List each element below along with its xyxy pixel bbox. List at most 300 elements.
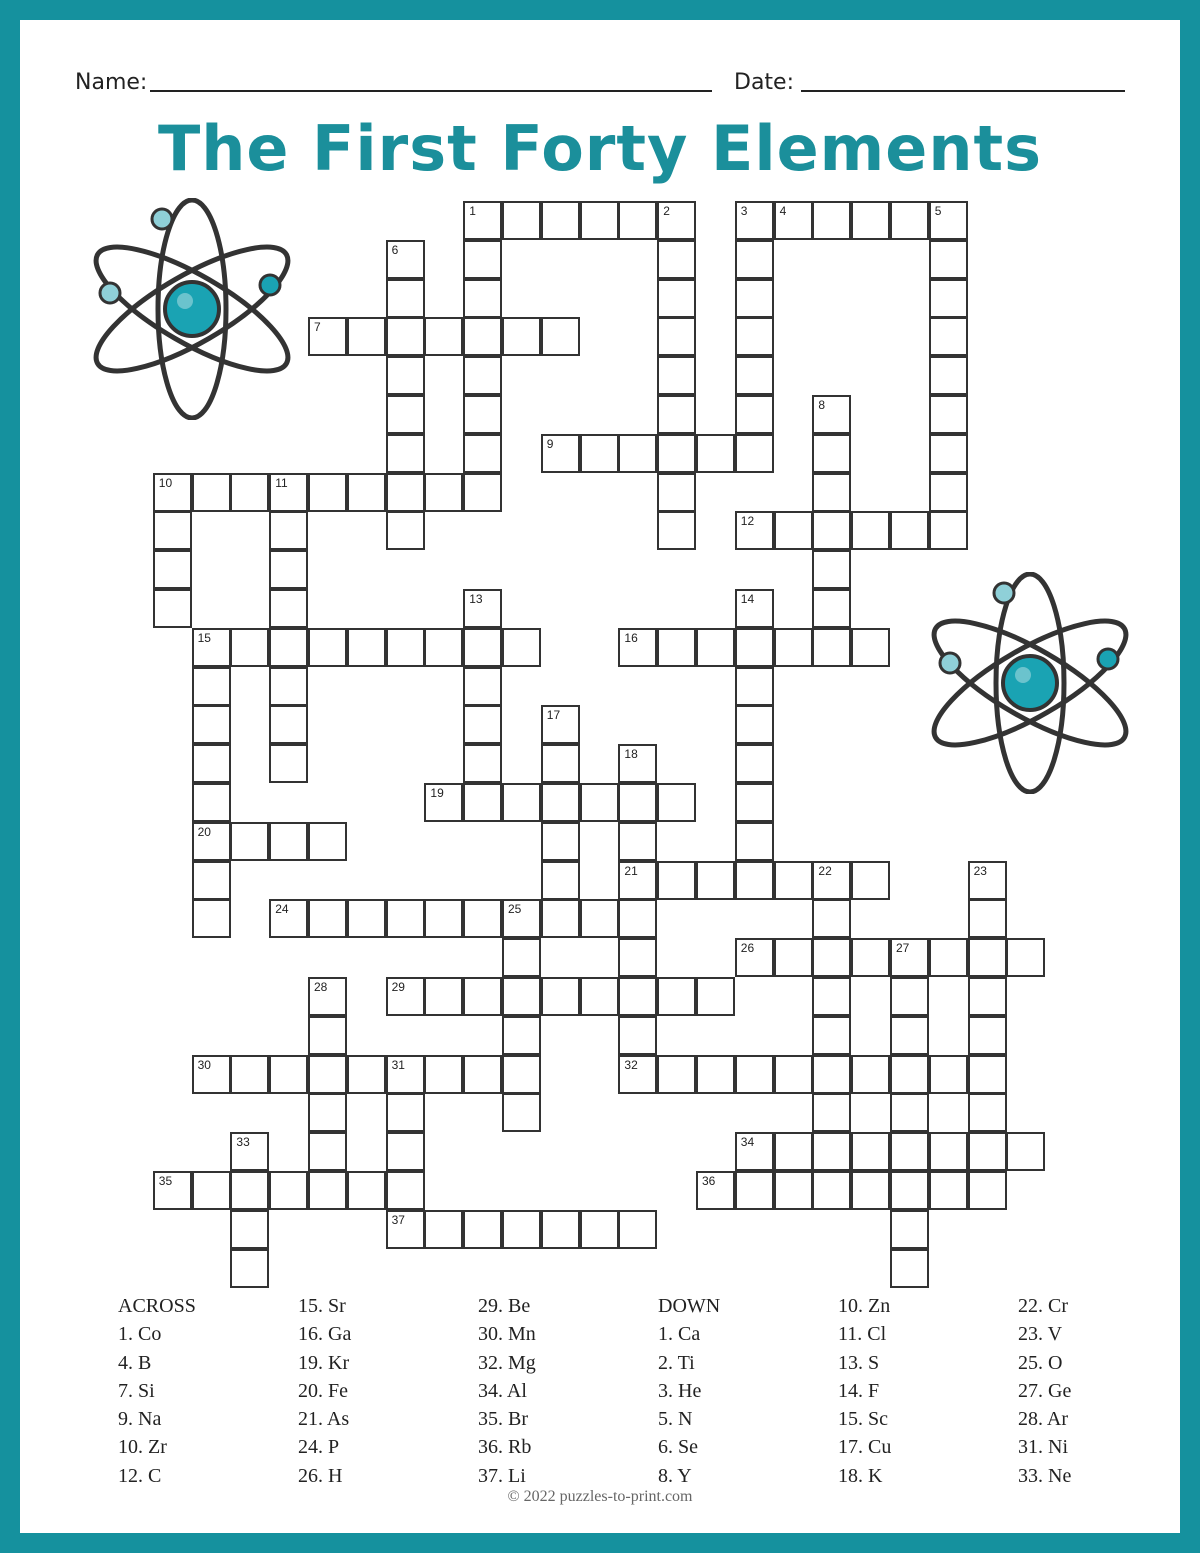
clue-number: 26 bbox=[740, 941, 755, 956]
crossword-cell[interactable] bbox=[735, 861, 774, 900]
crossword-cell[interactable] bbox=[386, 899, 425, 938]
crossword-cell[interactable] bbox=[618, 861, 657, 900]
clue-item: 3. He bbox=[658, 1379, 702, 1402]
crossword-cell[interactable] bbox=[812, 1016, 851, 1055]
crossword-cell[interactable] bbox=[851, 201, 890, 240]
crossword-cell[interactable] bbox=[735, 356, 774, 395]
worksheet-page bbox=[20, 20, 1180, 1533]
clue-item: 23. V bbox=[1018, 1323, 1063, 1346]
clue-number: 9 bbox=[546, 436, 554, 451]
crossword-cell[interactable] bbox=[424, 783, 463, 822]
crossword-cell[interactable] bbox=[657, 783, 696, 822]
crossword-cell[interactable] bbox=[386, 511, 425, 550]
crossword-cell[interactable] bbox=[812, 511, 851, 550]
crossword-cell[interactable] bbox=[347, 473, 386, 512]
crossword-cell[interactable] bbox=[657, 317, 696, 356]
crossword-cell[interactable] bbox=[386, 434, 425, 473]
crossword-cell[interactable] bbox=[230, 473, 269, 512]
crossword-cell[interactable] bbox=[812, 1132, 851, 1171]
date-line[interactable] bbox=[801, 90, 1125, 92]
crossword-cell[interactable] bbox=[774, 1132, 813, 1171]
crossword-cell[interactable] bbox=[657, 861, 696, 900]
crossword-cell[interactable] bbox=[812, 1093, 851, 1132]
clue-number: 12 bbox=[740, 514, 755, 529]
crossword-cell[interactable] bbox=[463, 705, 502, 744]
crossword-cell[interactable] bbox=[541, 1210, 580, 1249]
crossword-cell[interactable] bbox=[696, 861, 735, 900]
crossword-cell[interactable] bbox=[502, 201, 541, 240]
crossword-cell[interactable] bbox=[386, 1132, 425, 1171]
crossword-cell[interactable] bbox=[696, 628, 735, 667]
crossword-cell[interactable] bbox=[463, 240, 502, 279]
crossword-cell[interactable] bbox=[580, 977, 619, 1016]
crossword-cell[interactable] bbox=[968, 938, 1007, 977]
crossword-cell[interactable] bbox=[580, 434, 619, 473]
crossword-cell[interactable] bbox=[463, 744, 502, 783]
clue-item: 34. Al bbox=[478, 1379, 527, 1402]
crossword-cell[interactable] bbox=[929, 395, 968, 434]
clue-item: 37. Li bbox=[478, 1464, 526, 1487]
crossword-cell[interactable] bbox=[812, 589, 851, 628]
crossword-cell[interactable] bbox=[192, 705, 231, 744]
clue-item: 25. O bbox=[1018, 1351, 1063, 1374]
crossword-cell[interactable] bbox=[269, 822, 308, 861]
crossword-cell[interactable] bbox=[735, 744, 774, 783]
crossword-cell[interactable] bbox=[618, 822, 657, 861]
crossword-cell[interactable] bbox=[929, 240, 968, 279]
crossword-cell[interactable] bbox=[386, 395, 425, 434]
crossword-cell[interactable] bbox=[463, 1210, 502, 1249]
clue-number: 33 bbox=[236, 1135, 250, 1150]
crossword-cell[interactable] bbox=[308, 473, 347, 512]
crossword-cell[interactable] bbox=[851, 861, 890, 900]
crossword-cell[interactable] bbox=[851, 1171, 890, 1210]
crossword-cell[interactable] bbox=[812, 938, 851, 977]
crossword-cell[interactable] bbox=[929, 1132, 968, 1171]
crossword-cell[interactable] bbox=[774, 861, 813, 900]
crossword-cell[interactable] bbox=[541, 861, 580, 900]
crossword-cell[interactable] bbox=[230, 1171, 269, 1210]
crossword-cell[interactable] bbox=[230, 822, 269, 861]
crossword-cell[interactable] bbox=[153, 589, 192, 628]
crossword-cell[interactable] bbox=[386, 473, 425, 512]
crossword-cell[interactable] bbox=[657, 395, 696, 434]
crossword-cell[interactable] bbox=[735, 628, 774, 667]
crossword-cell[interactable] bbox=[230, 628, 269, 667]
crossword-cell[interactable] bbox=[735, 667, 774, 706]
crossword-cell[interactable] bbox=[463, 395, 502, 434]
crossword-cell[interactable] bbox=[696, 1055, 735, 1094]
crossword-cell[interactable] bbox=[308, 1055, 347, 1094]
crossword-cell[interactable] bbox=[386, 317, 425, 356]
crossword-cell[interactable] bbox=[192, 822, 231, 861]
crossword-cell[interactable] bbox=[269, 667, 308, 706]
crossword-cell[interactable] bbox=[463, 279, 502, 318]
crossword-cell[interactable] bbox=[541, 201, 580, 240]
crossword-cell[interactable] bbox=[269, 628, 308, 667]
crossword-cell[interactable] bbox=[812, 550, 851, 589]
crossword-cell[interactable] bbox=[968, 1132, 1007, 1171]
crossword-cell[interactable] bbox=[618, 938, 657, 977]
clue-number: 11 bbox=[275, 475, 288, 490]
crossword-cell[interactable] bbox=[1006, 1132, 1045, 1171]
crossword-cell[interactable] bbox=[735, 240, 774, 279]
crossword-cell[interactable] bbox=[308, 1093, 347, 1132]
crossword-cell[interactable] bbox=[890, 201, 929, 240]
clue-number: 29 bbox=[391, 980, 405, 994]
crossword-cell[interactable] bbox=[851, 628, 890, 667]
crossword-cell[interactable] bbox=[735, 279, 774, 318]
clue-number: 27 bbox=[896, 941, 910, 956]
crossword-cell[interactable] bbox=[502, 977, 541, 1016]
crossword-cell[interactable] bbox=[618, 1055, 657, 1094]
crossword-cell[interactable] bbox=[735, 589, 774, 628]
crossword-cell[interactable] bbox=[269, 705, 308, 744]
crossword-cell[interactable] bbox=[541, 977, 580, 1016]
crossword-cell[interactable] bbox=[735, 938, 774, 977]
crossword-cell[interactable] bbox=[812, 473, 851, 512]
clue-item: 15. Sc bbox=[838, 1408, 888, 1431]
crossword-cell[interactable] bbox=[812, 977, 851, 1016]
crossword-cell[interactable] bbox=[502, 317, 541, 356]
crossword-cell[interactable] bbox=[618, 1016, 657, 1055]
crossword-cell[interactable] bbox=[774, 1171, 813, 1210]
clue-item: 16. Ga bbox=[298, 1323, 352, 1346]
crossword-cell[interactable] bbox=[541, 434, 580, 473]
clue-item: 21. As bbox=[298, 1408, 350, 1431]
crossword-cell[interactable] bbox=[502, 938, 541, 977]
clue-number: 15 bbox=[197, 630, 211, 645]
crossword-cell[interactable] bbox=[851, 938, 890, 977]
crossword-cell[interactable] bbox=[929, 938, 968, 977]
crossword-cell[interactable] bbox=[463, 201, 502, 240]
crossword-cell[interactable] bbox=[269, 511, 308, 550]
crossword-cell[interactable] bbox=[192, 473, 231, 512]
crossword-cell[interactable] bbox=[968, 977, 1007, 1016]
crossword-cell[interactable] bbox=[502, 1210, 541, 1249]
crossword-cell[interactable] bbox=[657, 1055, 696, 1094]
crossword-cell[interactable] bbox=[812, 434, 851, 473]
crossword-cell[interactable] bbox=[463, 628, 502, 667]
crossword-cell[interactable] bbox=[153, 550, 192, 589]
copyright-footer: © 2022 puzzles-to-print.com bbox=[507, 1488, 693, 1505]
crossword-cell[interactable] bbox=[774, 511, 813, 550]
crossword-cell[interactable] bbox=[812, 861, 851, 900]
crossword-cell[interactable] bbox=[386, 356, 425, 395]
crossword-cell[interactable] bbox=[812, 395, 851, 434]
crossword-cell[interactable] bbox=[308, 628, 347, 667]
crossword-cell[interactable] bbox=[735, 705, 774, 744]
crossword-cell[interactable] bbox=[580, 201, 619, 240]
crossword-cell[interactable] bbox=[424, 899, 463, 938]
crossword-cell[interactable] bbox=[929, 317, 968, 356]
crossword-cell[interactable] bbox=[386, 977, 425, 1016]
crossword-cell[interactable] bbox=[463, 783, 502, 822]
clue-item: 5. N bbox=[658, 1408, 693, 1431]
crossword-cell[interactable] bbox=[308, 1016, 347, 1055]
crossword-cell[interactable] bbox=[968, 861, 1007, 900]
crossword-cell[interactable] bbox=[735, 783, 774, 822]
crossword-cell[interactable] bbox=[502, 1016, 541, 1055]
crossword-cell[interactable] bbox=[269, 1171, 308, 1210]
atom-icon bbox=[92, 198, 292, 420]
crossword-cell[interactable] bbox=[618, 977, 657, 1016]
clue-column bbox=[478, 1292, 536, 1490]
crossword-cell[interactable] bbox=[812, 201, 851, 240]
crossword-cell[interactable] bbox=[347, 628, 386, 667]
clue-number: 37 bbox=[391, 1212, 405, 1227]
clue-column bbox=[298, 1292, 351, 1490]
clue-number: 3 bbox=[740, 204, 748, 218]
clue-item: 17. Cu bbox=[838, 1436, 892, 1459]
crossword-cell[interactable] bbox=[618, 434, 657, 473]
crossword-cell[interactable] bbox=[424, 317, 463, 356]
crossword-cell[interactable] bbox=[541, 899, 580, 938]
crossword-cell[interactable] bbox=[618, 628, 657, 667]
crossword-cell[interactable] bbox=[657, 434, 696, 473]
crossword-cell[interactable] bbox=[502, 628, 541, 667]
crossword-cell[interactable] bbox=[424, 1210, 463, 1249]
crossword-cell[interactable] bbox=[696, 977, 735, 1016]
crossword-cell[interactable] bbox=[890, 511, 929, 550]
crossword-cell[interactable] bbox=[968, 899, 1007, 938]
clue-number: 23 bbox=[973, 863, 987, 878]
crossword-cell[interactable] bbox=[308, 1171, 347, 1210]
clue-number: 24 bbox=[275, 902, 289, 917]
crossword-cell[interactable] bbox=[192, 861, 231, 900]
date-label: Date: bbox=[734, 70, 794, 95]
crossword-cell[interactable] bbox=[308, 822, 347, 861]
crossword-cell[interactable] bbox=[463, 899, 502, 938]
crossword-cell[interactable] bbox=[347, 1055, 386, 1094]
crossword-cell[interactable] bbox=[657, 356, 696, 395]
clue-item: 33. Ne bbox=[1018, 1464, 1072, 1487]
crossword-cell[interactable] bbox=[347, 317, 386, 356]
crossword-cell[interactable] bbox=[735, 1132, 774, 1171]
crossword-cell[interactable] bbox=[502, 899, 541, 938]
crossword-cell[interactable] bbox=[308, 317, 347, 356]
crossword-cell[interactable] bbox=[308, 977, 347, 1016]
crossword-cell[interactable] bbox=[890, 1132, 929, 1171]
crossword-cell[interactable] bbox=[541, 783, 580, 822]
crossword-cell[interactable] bbox=[812, 899, 851, 938]
clue-number: 21 bbox=[624, 863, 638, 878]
crossword-cell[interactable] bbox=[657, 977, 696, 1016]
crossword-cell[interactable] bbox=[968, 1055, 1007, 1094]
clue-number: 32 bbox=[624, 1057, 638, 1072]
crossword-cell[interactable] bbox=[735, 317, 774, 356]
crossword-cell[interactable] bbox=[618, 1210, 657, 1249]
crossword-cell[interactable] bbox=[230, 1249, 269, 1288]
crossword-cell[interactable] bbox=[929, 279, 968, 318]
crossword-cell[interactable] bbox=[502, 783, 541, 822]
crossword-cell[interactable] bbox=[812, 1055, 851, 1094]
crossword-cell[interactable] bbox=[541, 317, 580, 356]
crossword-cell[interactable] bbox=[851, 1055, 890, 1094]
crossword-cell[interactable] bbox=[269, 744, 308, 783]
crossword-cell[interactable] bbox=[192, 1055, 231, 1094]
crossword-cell[interactable] bbox=[929, 1055, 968, 1094]
crossword-cell[interactable] bbox=[851, 1132, 890, 1171]
crossword-cell[interactable] bbox=[618, 783, 657, 822]
crossword-cell[interactable] bbox=[580, 899, 619, 938]
clue-item: 7. Si bbox=[118, 1379, 155, 1402]
crossword-cell[interactable] bbox=[735, 822, 774, 861]
crossword-cell[interactable] bbox=[890, 1210, 929, 1249]
clue-number: 17 bbox=[546, 708, 561, 723]
crossword-cell[interactable] bbox=[968, 1171, 1007, 1210]
crossword-cell[interactable] bbox=[153, 511, 192, 550]
crossword-cell[interactable] bbox=[774, 1055, 813, 1094]
crossword-cell[interactable] bbox=[424, 473, 463, 512]
crossword-cell[interactable] bbox=[230, 1210, 269, 1249]
crossword-cell[interactable] bbox=[192, 783, 231, 822]
crossword-cell[interactable] bbox=[618, 899, 657, 938]
crossword-cell[interactable] bbox=[269, 473, 308, 512]
clue-item: 12. C bbox=[118, 1464, 162, 1487]
crossword-cell[interactable] bbox=[192, 899, 231, 938]
crossword-cell[interactable] bbox=[696, 434, 735, 473]
crossword-cell[interactable] bbox=[463, 589, 502, 628]
crossword-cell[interactable] bbox=[890, 938, 929, 977]
crossword-cell[interactable] bbox=[657, 201, 696, 240]
clue-column bbox=[838, 1292, 891, 1490]
crossword-cell[interactable] bbox=[580, 783, 619, 822]
clue-number: 18 bbox=[624, 747, 638, 762]
crossword-cell[interactable] bbox=[463, 1055, 502, 1094]
crossword-cell[interactable] bbox=[269, 589, 308, 628]
crossword-cell[interactable] bbox=[463, 667, 502, 706]
crossword-cell[interactable] bbox=[735, 395, 774, 434]
crossword-cell[interactable] bbox=[541, 705, 580, 744]
crossword-cell[interactable] bbox=[463, 977, 502, 1016]
clue-number: 10 bbox=[158, 475, 173, 490]
crossword-cell[interactable] bbox=[386, 1093, 425, 1132]
crossword-cell[interactable] bbox=[386, 628, 425, 667]
crossword-cell[interactable] bbox=[735, 511, 774, 550]
crossword-cell[interactable] bbox=[269, 1055, 308, 1094]
crossword-cell[interactable] bbox=[541, 744, 580, 783]
crossword-cell[interactable] bbox=[890, 1055, 929, 1094]
crossword-cell[interactable] bbox=[812, 628, 851, 667]
crossword-cell[interactable] bbox=[812, 1171, 851, 1210]
crossword-cell[interactable] bbox=[735, 1055, 774, 1094]
crossword-cell[interactable] bbox=[929, 1171, 968, 1210]
crossword-cell[interactable] bbox=[424, 1055, 463, 1094]
crossword-cell[interactable] bbox=[269, 899, 308, 938]
crossword-cell[interactable] bbox=[696, 1171, 735, 1210]
crossword-cell[interactable] bbox=[890, 1093, 929, 1132]
crossword-cell[interactable] bbox=[618, 201, 657, 240]
crossword-cell[interactable] bbox=[502, 1055, 541, 1094]
crossword-cell[interactable] bbox=[463, 356, 502, 395]
crossword-cell[interactable] bbox=[541, 822, 580, 861]
crossword-cell[interactable] bbox=[424, 628, 463, 667]
crossword-cell[interactable] bbox=[347, 899, 386, 938]
atom-icon bbox=[930, 572, 1130, 794]
crossword-cell[interactable] bbox=[192, 744, 231, 783]
crossword-cell[interactable] bbox=[851, 511, 890, 550]
crossword-cell[interactable] bbox=[463, 317, 502, 356]
crossword-cell[interactable] bbox=[192, 1171, 231, 1210]
crossword-cell[interactable] bbox=[269, 550, 308, 589]
crossword-cell[interactable] bbox=[929, 356, 968, 395]
crossword-cell[interactable] bbox=[774, 628, 813, 667]
crossword-cell[interactable] bbox=[657, 240, 696, 279]
clue-item: 27. Ge bbox=[1018, 1379, 1072, 1402]
crossword-cell[interactable] bbox=[386, 279, 425, 318]
clue-item: 10. Zr bbox=[118, 1436, 167, 1459]
crossword-cell[interactable] bbox=[386, 1055, 425, 1094]
crossword-cell[interactable] bbox=[929, 511, 968, 550]
crossword-cell[interactable] bbox=[735, 1171, 774, 1210]
crossword-cell[interactable] bbox=[580, 1210, 619, 1249]
name-line[interactable] bbox=[150, 90, 712, 92]
crossword-cell[interactable] bbox=[230, 1055, 269, 1094]
crossword-cell[interactable] bbox=[463, 434, 502, 473]
clue-item: 6. Se bbox=[658, 1436, 698, 1459]
clue-number: 28 bbox=[314, 980, 328, 994]
crossword-cell[interactable] bbox=[308, 1132, 347, 1171]
clue-item: 29. Be bbox=[478, 1295, 531, 1317]
clue-item: 22. Cr bbox=[1018, 1295, 1068, 1317]
crossword-cell[interactable] bbox=[192, 667, 231, 706]
clue-item: 31. Ni bbox=[1018, 1436, 1068, 1459]
crossword-cell[interactable] bbox=[502, 1093, 541, 1132]
crossword-cell[interactable] bbox=[890, 1171, 929, 1210]
crossword-cell[interactable] bbox=[424, 977, 463, 1016]
crossword-cell[interactable] bbox=[929, 473, 968, 512]
crossword-cell[interactable] bbox=[890, 1249, 929, 1288]
crossword-cell[interactable] bbox=[153, 1171, 192, 1210]
crossword-cell[interactable] bbox=[657, 628, 696, 667]
crossword-cell[interactable] bbox=[774, 938, 813, 977]
crossword-cell[interactable] bbox=[463, 473, 502, 512]
crossword-cell[interactable] bbox=[968, 1016, 1007, 1055]
crossword-cell[interactable] bbox=[1006, 938, 1045, 977]
clue-number: 31 bbox=[391, 1057, 405, 1072]
crossword-cell[interactable] bbox=[386, 240, 425, 279]
clue-number: 19 bbox=[430, 786, 444, 800]
crossword-cell[interactable] bbox=[657, 473, 696, 512]
crossword-cell[interactable] bbox=[657, 279, 696, 318]
crossword-cell[interactable] bbox=[929, 434, 968, 473]
clue-number: 34 bbox=[740, 1135, 755, 1150]
crossword-cell[interactable] bbox=[386, 1171, 425, 1210]
clue-number: 36 bbox=[702, 1174, 716, 1188]
clue-item: 19. Kr bbox=[298, 1351, 350, 1374]
crossword-cell[interactable] bbox=[386, 1210, 425, 1249]
crossword-cell[interactable] bbox=[347, 1171, 386, 1210]
crossword-cell[interactable] bbox=[618, 744, 657, 783]
crossword-cell[interactable] bbox=[774, 201, 813, 240]
crossword-cell[interactable] bbox=[230, 1132, 269, 1171]
clue-item: 10. Zn bbox=[838, 1295, 891, 1317]
crossword-cell[interactable] bbox=[929, 201, 968, 240]
crossword-cell[interactable] bbox=[890, 977, 929, 1016]
crossword-cell[interactable] bbox=[657, 511, 696, 550]
crossword-cell[interactable] bbox=[735, 201, 774, 240]
crossword-cell[interactable] bbox=[890, 1016, 929, 1055]
crossword-cell[interactable] bbox=[153, 473, 192, 512]
crossword-cell[interactable] bbox=[192, 628, 231, 667]
page-title: The First Forty Elements bbox=[157, 112, 1042, 185]
crossword-cell[interactable] bbox=[308, 899, 347, 938]
clue-item: 2. Ti bbox=[658, 1351, 695, 1374]
clue-item: 14. F bbox=[838, 1379, 880, 1402]
crossword-cell[interactable] bbox=[968, 1093, 1007, 1132]
crossword-cell[interactable] bbox=[735, 434, 774, 473]
